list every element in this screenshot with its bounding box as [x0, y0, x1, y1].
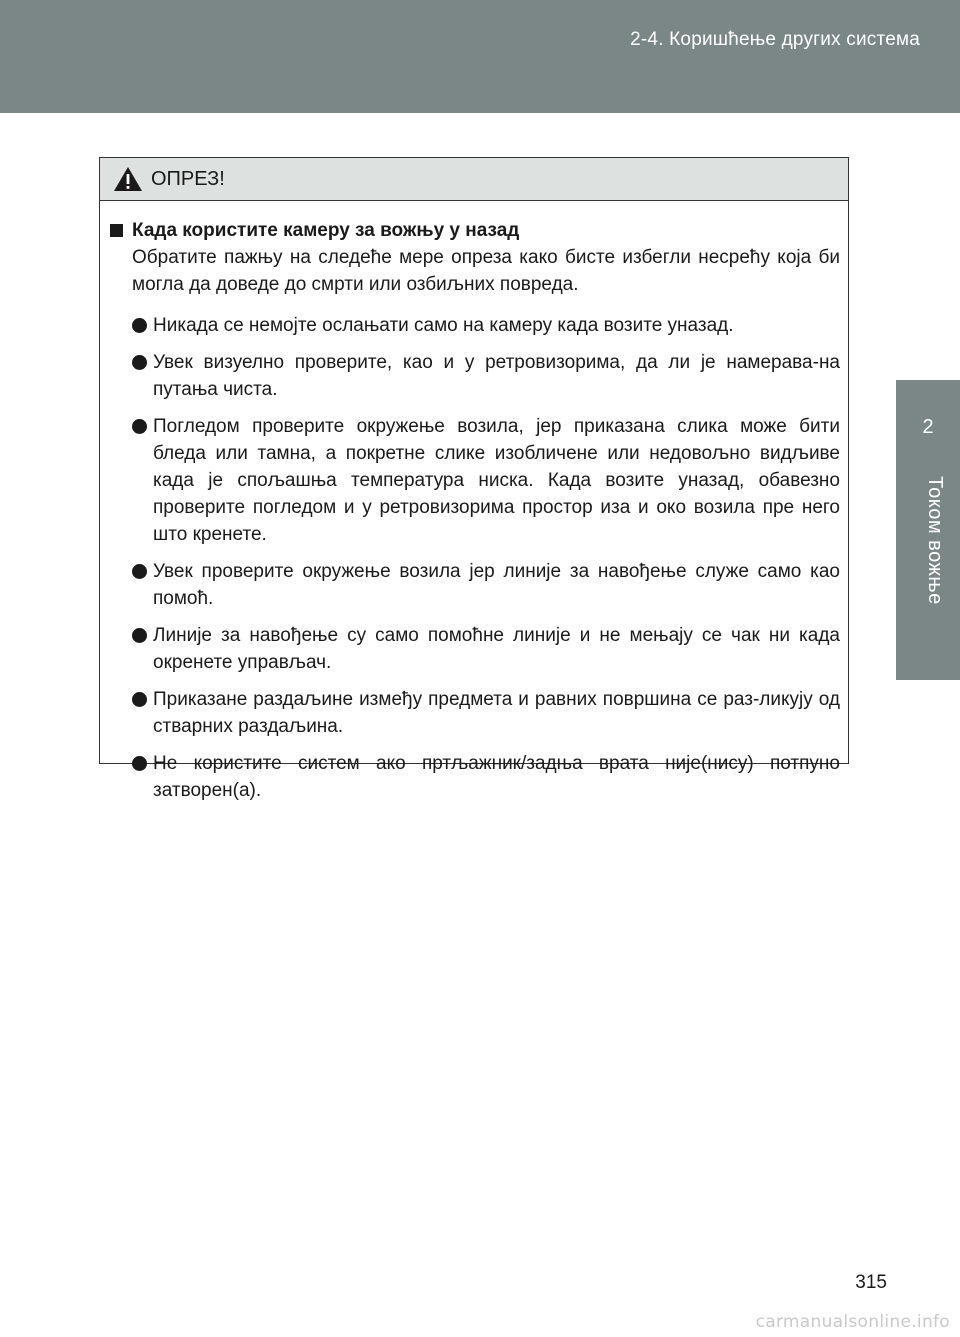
page-number: 315: [855, 1272, 887, 1293]
intro-text: Обратите пажњу на следеће мере опреза како бисте избегли несрећу која би могла да доведе до смрти или озбиљних повреда.: [132, 247, 840, 295]
list-item-text: Приказане раздаљине између предмета и равних површина се раз-ликују од стварних раздаљина.: [153, 689, 840, 737]
list-item: [132, 686, 840, 740]
bullet-circle-icon: [132, 355, 147, 370]
list-item-text: Увек проверите окружење возила јер линије за навођење служе само као помоћ.: [153, 561, 840, 609]
bullet-circle-icon: [132, 756, 147, 771]
header-band: [0, 0, 960, 113]
list-item: [132, 349, 840, 403]
chapter-title: 2-4. Коришћење других система: [630, 29, 920, 50]
caution-header: [100, 158, 848, 201]
chapter-number: 2: [922, 416, 934, 438]
list-item-text: Увек визуелно проверите, као и у ретровизорима, да ли је намерава-на путања чиста.: [153, 352, 840, 400]
list-item: [132, 750, 840, 804]
list-item-text: Погледом проверите окружење возила, јер приказана слика може бити бледа или тамна, а покретне слике изобличене или недовољно видљиве када је спољашња температура ниска. Када возите уназад, обавезно проверите погледом и у ретровизорима простор иза и око возила пре него што кренете.: [153, 416, 840, 545]
list-item: [132, 312, 840, 339]
bullet-circle-icon: [132, 692, 147, 707]
chapter-side-tab: [896, 380, 960, 680]
section-heading: [110, 218, 840, 244]
square-bullet-icon: [110, 224, 123, 237]
caution-title: ОПРЕЗ!: [151, 167, 225, 190]
list-item-text: Линије за навођење су само помоћне линије и не мењају се чак ни када окренете управљач.: [153, 625, 840, 673]
caution-body: [100, 201, 848, 804]
list-item: [132, 622, 840, 676]
caution-box: [99, 157, 849, 801]
warning-triangle-icon: [113, 166, 143, 192]
bullet-circle-icon: [132, 419, 147, 434]
bullet-circle-icon: [132, 628, 147, 643]
watermark[interactable]: carmanualsonline.info: [755, 1312, 950, 1332]
list-item-text: Никада се немојте ослањати само на камеру када возите уназад.: [153, 315, 734, 336]
list-item: [132, 413, 840, 548]
bullet-circle-icon: [132, 318, 147, 333]
list-item-text: Не користите систем ако пртљажник/задња врата није(нису) потпуно затворен(а).: [153, 753, 840, 801]
section-title: Када користите камеру за вожњу у назад: [132, 220, 520, 241]
list-item: [132, 558, 840, 612]
bullet-circle-icon: [132, 564, 147, 579]
chapter-label: Током вожње: [924, 476, 946, 605]
